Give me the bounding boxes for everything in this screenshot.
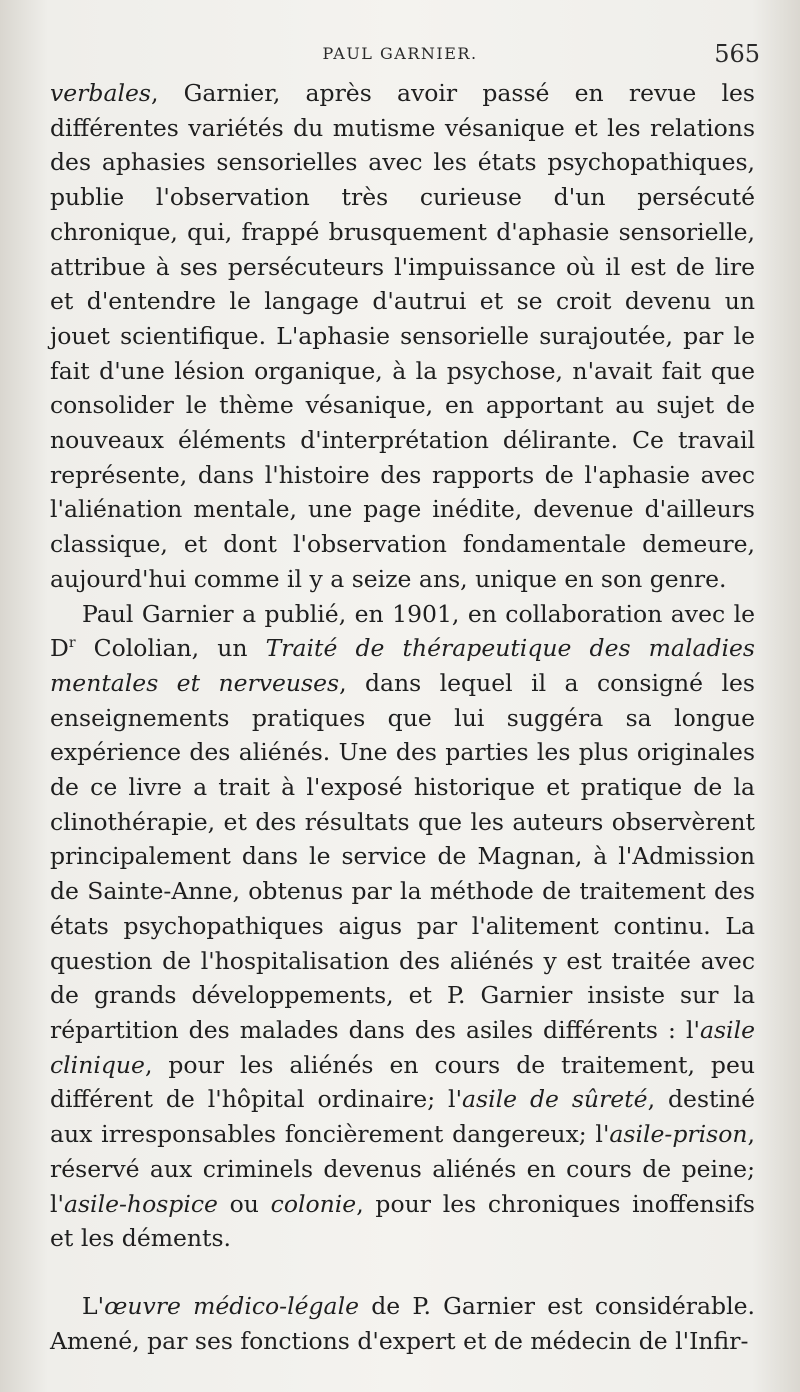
superscript: r xyxy=(68,635,76,652)
paragraph-oeuvre xyxy=(50,1289,755,1358)
italic-term: œuvre médico-légale xyxy=(104,1291,359,1320)
book-title: Traité de thérapeutique des maladies mentales et nerveuses xyxy=(50,634,755,697)
text-run: , pour les aliénés en cours de traitement, peu différent de l'hôpital ordinaire; l' xyxy=(50,1050,755,1114)
text-run: , pour les chroniques inoffensifs et les déments. xyxy=(50,1189,755,1253)
text-run: , Garnier, après avoir passé en revue les différentes variétés du mutisme vésanique et les relations des aphasies sensorielles avec les états psychopathiques, publie l'observation très curieuse d'un persécuté chronique, qui, frappé brusquement d'aphasie sensorielle, attribue à ses persécuteurs l'impuissance où il est de lire et d'entendre le langage d'autrui et se croit devenu un jouet scientifique. L'aphasie sensorielle surajoutée, par le fait d'une lésion organique, à la psychose, n'avait fait que consolider le thème vésanique, en apportant au sujet de nouveaux éléments d'interprétation délirante. Ce travail représente, dans l'histoire des rapports de l'aphasie avec l'aliénation mentale, une page inédite, devenue d'ailleurs classique, et dont l'observation fondamentale demeure, aujourd'hui comme il y a seize ans, unique en son genre. xyxy=(50,79,755,593)
text-run: , dans lequel il a consigné les enseignements pratiques que lui suggéra sa longue expérience des aliénés. Une des parties les plus originales de ce livre a trait à l'exposé historique et pratique de la clinothérapie, et des résultats que les auteurs observèrent principalement dans le service de Magnan, à l'Admission de Sainte-Anne, obtenus par la méthode de traitement des états psychopathiques aigus par l'alitement continu. La question de l'hospitalisation des aliénés y est traitée avec de grands développements, et P. Garnier insiste sur la répartition des malades dans des asiles différents : l' xyxy=(50,668,755,1044)
text-run: L' xyxy=(82,1291,105,1320)
text-run: de P. Garnier est considérable. Amené, par ses fonctions d'expert et de médecin de l'Infir- xyxy=(50,1291,755,1355)
text-run: , destiné aux irresponsables foncièrement dangereux; l' xyxy=(50,1085,756,1149)
text-run: ou xyxy=(217,1189,271,1218)
italic-term: asile-prison xyxy=(609,1120,748,1149)
italic-term: colonie xyxy=(270,1189,357,1218)
text-run: Cololian, un xyxy=(75,634,266,663)
page-header xyxy=(0,40,800,76)
page-number: 565 xyxy=(714,40,760,68)
text-run: Paul Garnier a publié, en 1901, en collaboration avec le D xyxy=(50,599,755,663)
italic-term: asile-hospice xyxy=(63,1189,218,1218)
running-head: PAUL GARNIER. xyxy=(322,44,478,63)
italic-term: verbales xyxy=(50,79,151,107)
body-text xyxy=(50,76,755,1358)
italic-term: asile clinique xyxy=(50,1015,755,1079)
paragraph-traite xyxy=(50,597,755,1256)
text-run: , réservé aux criminels devenus aliénés en cours de peine; l' xyxy=(50,1120,755,1218)
italic-term: asile de sûreté xyxy=(462,1085,648,1114)
paragraph-aphasie xyxy=(50,76,755,597)
